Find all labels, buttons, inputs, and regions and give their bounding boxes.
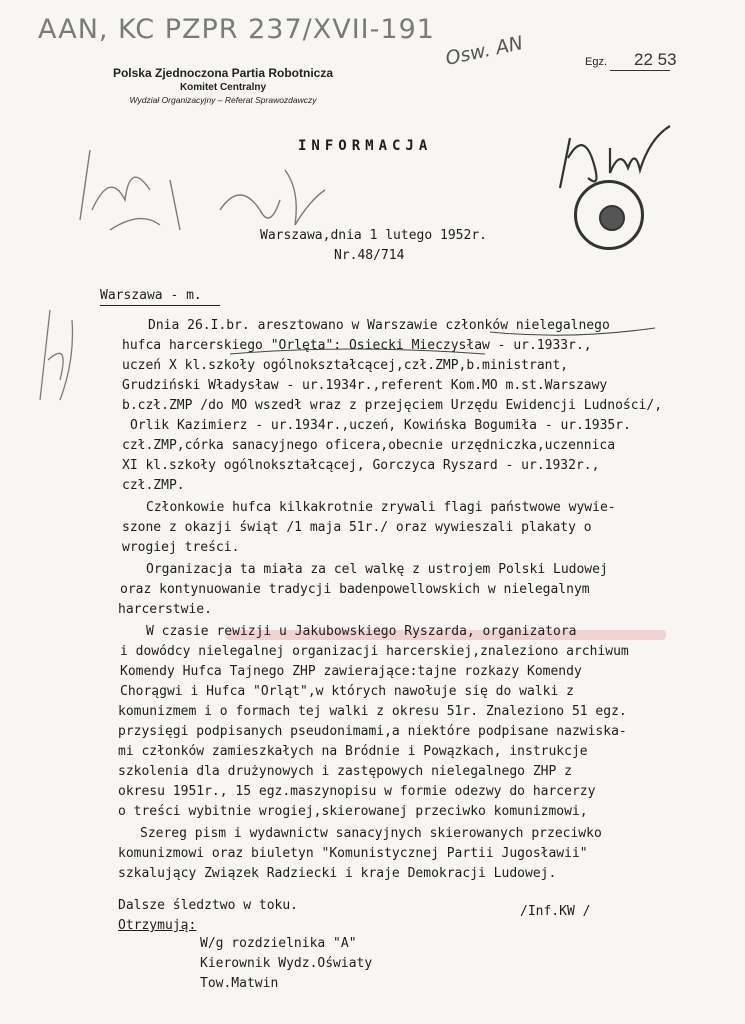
body-line: przysięgi podpisanych pseudonimami,a niektóre podpisane nazwiska-: [118, 724, 627, 739]
body-line: czł.ZMP.: [122, 478, 185, 493]
body-line: wrogiej treści.: [122, 540, 240, 555]
body-line: szkalujący Związek Radziecki i kraje Demokracji Ludowej.: [118, 866, 557, 881]
body-line: Członkowie hufca kilkakrotnie zrywali flagi państwowe wywie-: [146, 500, 616, 515]
recipient-item: W/g rozdzielnika "A": [200, 936, 357, 951]
body-line: hufca harcerskiego "Orlęta": Osiecki Mieczysław - ur.1933r.,: [122, 338, 592, 353]
body-line: Szereg pism i wydawnictw sanacyjnych skierowanych przeciwko: [140, 826, 602, 841]
archive-reference: AAN, KC PZPR 237/XVII-191: [38, 14, 435, 45]
body-line: W czasie rewizji u Jakubowskiego Ryszarda, organizatora: [146, 624, 577, 639]
region-heading: Warszawa - m.: [100, 288, 202, 303]
body-line: harcerstwie.: [118, 602, 212, 617]
department-name: Wydział Organizacyjny – Referat Sprawozdawczy: [129, 95, 317, 105]
archive-mark: Osw. AN: [443, 32, 525, 70]
document-number: Nr.48/714: [334, 248, 405, 263]
party-name: Polska Zjednoczona Partia Robotnicza: [112, 66, 334, 80]
dateline: Warszawa,dnia 1 lutego 1952r.: [260, 228, 487, 243]
body-line: okresu 1951r., 15 egz.maszynopisu w formie odezwy do harcerzy: [118, 784, 596, 799]
underline-stroke: [490, 322, 660, 342]
body-line: komunizmowi oraz biuletyn "Komunistycznej Partii Jugosławii": [118, 846, 588, 861]
committee-name: Komitet Centralny: [179, 82, 267, 93]
body-line: czł.ZMP,córka sanacyjnego oficera,obecnie urzędniczka,uczennica: [122, 438, 616, 453]
body-line: o treści wybitnie wrogiej,skierowanej przeciwko komunizmowi,: [118, 804, 588, 819]
recipient-item: Tow.Matwin: [200, 976, 279, 991]
body-line: szone z okazji świąt /1 maja 51r./ oraz wywieszali plakaty o: [122, 520, 592, 535]
closing-line: Dalsze śledztwo w toku.: [118, 898, 299, 913]
official-stamp: [574, 180, 644, 250]
body-line: szkolenia dla drużynowych i zastępowych nielegalnego ZHP z: [118, 764, 572, 779]
body-line: XI kl.szkoły ogólnokształcącej, Gorczyca Ryszard - ur.1932r.,: [122, 458, 600, 473]
body-line: Chorągwi i Hufca "Orląt",w których nawołuje się do walki z: [120, 684, 574, 699]
body-line: Dnia 26.I.br. aresztowano w Warszawie członków nielegalnego: [148, 318, 610, 333]
body-line: mi członków zamieszkałych na Bródnie i Powązkach, instrukcje: [118, 744, 588, 759]
body-line: komunizmem i o formach tej walki z okresu 51r. Znaleziono 51 egz.: [118, 704, 627, 719]
stamp-center: [599, 205, 625, 231]
copy-underline: [610, 70, 670, 71]
source-reference: /Inf.KW /: [520, 904, 591, 919]
body-line: Grudziński Władysław - ur.1934r.,referent Kom.MO m.st.Warszawy: [122, 378, 608, 393]
region-underline: [100, 305, 220, 306]
handwritten-notes-left: [70, 130, 330, 240]
body-line: i dowódcy nielegalnej organizacji harcerskiej,znaleziono archiwum: [120, 644, 629, 659]
body-line: oraz kontynuowanie tradycji badenpowellowskich w nielegalnym: [120, 582, 590, 597]
body-line: Orlik Kazimierz - ur.1934r.,uczeń, Kowińska Bogumiła - ur.1935r.: [130, 418, 631, 433]
body-line: Komendy Hufca Tajnego ZHP zawierające:tajne rozkazy Komendy: [120, 664, 582, 679]
body-line: Organizacja ta miała za cel walkę z ustrojem Polski Ludowej: [146, 562, 608, 577]
document-title: INFORMACJA: [298, 138, 433, 154]
copy-label: Egz.: [585, 56, 608, 68]
recipient-item: Kierownik Wydz.Oświaty: [200, 956, 373, 971]
letterhead: [78, 66, 368, 105]
copy-number: 22 53: [634, 50, 677, 69]
underline-stroke: [230, 340, 490, 360]
recipients-heading: Otrzymują:: [118, 918, 197, 933]
body-line: b.czł.ZMP /do MO wszedł wraz z przejęciem Urzędu Ewidencji Ludności/,: [122, 398, 663, 413]
handwritten-notes-margin: [30, 300, 80, 410]
body-line: uczeń X kl.szkoły ogólnokształcącej,czł.ZMP,b.ministrant,: [122, 358, 569, 373]
